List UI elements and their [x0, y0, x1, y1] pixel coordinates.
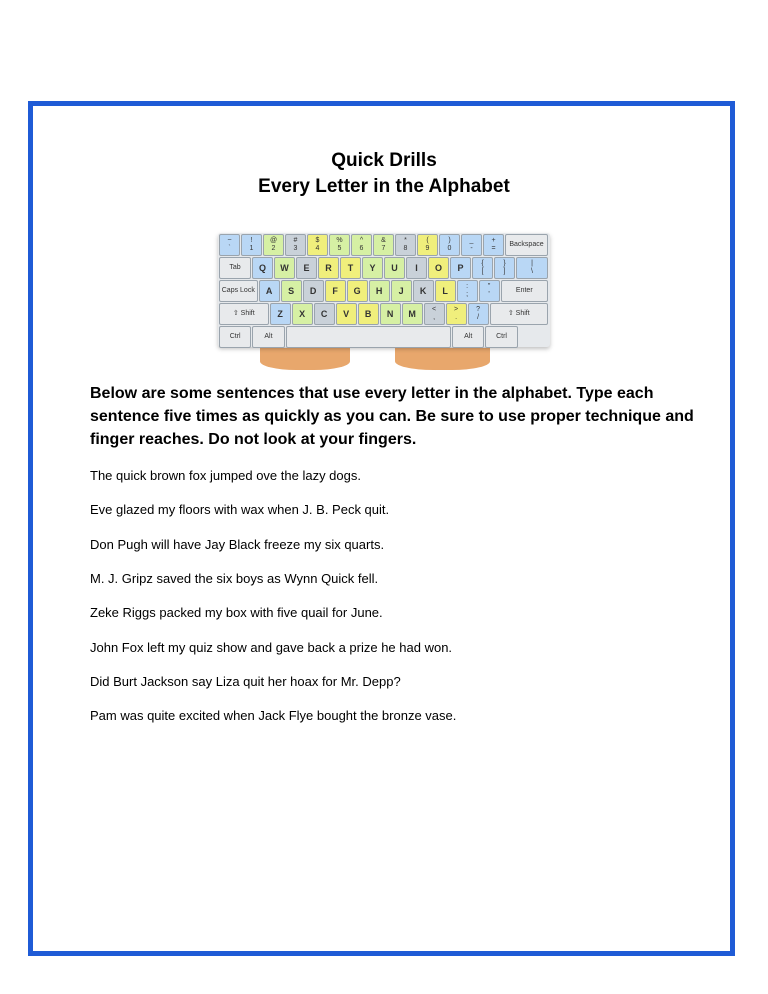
key-label: T	[347, 263, 354, 273]
key	[336, 303, 357, 325]
page-border	[28, 101, 735, 956]
key-label: *	[404, 237, 407, 244]
key-label: W	[280, 263, 289, 273]
left-hand-image	[260, 348, 350, 370]
key-label: :	[466, 283, 469, 290]
key	[219, 257, 251, 279]
key-label: K	[419, 286, 427, 296]
key	[450, 257, 471, 279]
right-hand-image	[395, 348, 490, 370]
key-label: Alt	[464, 333, 473, 340]
key	[446, 303, 467, 325]
key-label: M	[408, 309, 416, 319]
key	[494, 257, 515, 279]
key-label: V	[343, 309, 350, 319]
key	[252, 257, 273, 279]
key	[270, 303, 291, 325]
key-label: Ctrl	[229, 333, 241, 340]
key	[303, 280, 324, 302]
key	[505, 234, 548, 256]
drill-sentence: Don Pugh will have Jay Black freeze my six quarts.	[90, 536, 385, 552]
key	[384, 257, 405, 279]
key	[274, 257, 295, 279]
drill-sentence: Did Burt Jackson say Liza quit her hoax for Mr. Depp?	[90, 673, 401, 689]
keyboard-row	[219, 280, 549, 302]
key-label: @	[269, 237, 278, 244]
key-label: $	[315, 237, 320, 244]
key-label: ⇧ Shift	[232, 310, 255, 317]
key	[318, 257, 339, 279]
key-label-lower: 0	[447, 245, 452, 252]
key	[395, 234, 416, 256]
key	[219, 234, 240, 256]
key	[439, 234, 460, 256]
key-label-lower: 2	[271, 245, 276, 252]
drill-sentence: Eve glazed my floors with wax when J. B. Peck quit.	[90, 502, 390, 518]
key-label: #	[293, 237, 298, 244]
key	[373, 234, 394, 256]
key	[286, 326, 452, 348]
key-label-lower: /	[477, 314, 480, 321]
key	[263, 234, 284, 256]
key-label: H	[375, 286, 383, 296]
key-label: O	[434, 263, 442, 273]
key	[219, 303, 269, 325]
key	[428, 257, 449, 279]
key-label: %	[336, 237, 343, 244]
key-label: N	[386, 309, 394, 319]
key-label: (	[426, 237, 429, 244]
key	[219, 326, 251, 348]
key	[281, 280, 302, 302]
key-label: S	[288, 286, 295, 296]
key-label: A	[265, 286, 273, 296]
key-label-lower: 4	[315, 245, 320, 252]
key	[516, 257, 548, 279]
key	[483, 234, 504, 256]
key-label-lower: 9	[425, 245, 430, 252]
key	[285, 234, 306, 256]
key-label-lower: ,	[433, 314, 436, 321]
key	[241, 234, 262, 256]
keyboard-illustration	[218, 233, 550, 347]
key	[259, 280, 280, 302]
key-label-lower: -	[470, 245, 473, 252]
key-label: <	[432, 306, 437, 313]
key-label: >	[454, 306, 459, 313]
key-label: ~	[227, 237, 232, 244]
key-label: {	[481, 260, 484, 267]
drill-sentence: John Fox left my quiz show and gave back a prize he had won.	[90, 639, 453, 655]
key-label: ?	[476, 306, 481, 313]
key-label: C	[320, 309, 328, 319]
key-label: Tab	[229, 264, 241, 271]
key	[358, 303, 379, 325]
instructions: Below are some sentences that use every letter in the alphabet. Type each sentence five times as quickly as you can. Be sure to use proper technique and finger reaches. Do not look at your fingers.	[90, 385, 694, 448]
key-label: ^	[359, 237, 364, 244]
key-label-lower: =	[491, 245, 496, 252]
key-label: G	[353, 286, 361, 296]
key-label: E	[303, 263, 310, 273]
key-label-lower: 5	[337, 245, 342, 252]
key-label: Q	[258, 263, 266, 273]
key-label: |	[531, 260, 533, 267]
key	[490, 303, 548, 325]
drill-sentence: M. J. Gripz saved the six boys as Wynn Quick fell.	[90, 570, 379, 586]
key-label: )	[448, 237, 451, 244]
key-label-lower: 7	[381, 245, 386, 252]
drill-sentence: The quick brown fox jumped ove the lazy dogs.	[90, 468, 361, 483]
key-label: &	[381, 237, 386, 244]
key-label: L	[442, 286, 448, 296]
key-label: D	[309, 286, 317, 296]
key	[252, 326, 284, 348]
key-label-lower: 6	[359, 245, 364, 252]
key	[292, 303, 313, 325]
key-label: _	[469, 237, 474, 244]
key	[380, 303, 401, 325]
key-label: B	[364, 309, 372, 319]
key-label-lower: 3	[293, 245, 298, 252]
key	[351, 234, 372, 256]
key	[296, 257, 317, 279]
key	[314, 303, 335, 325]
key	[325, 280, 346, 302]
key	[472, 257, 493, 279]
key-label: Z	[277, 309, 283, 319]
key	[391, 280, 412, 302]
key-label-lower: [	[481, 268, 484, 275]
key-label: !	[250, 237, 253, 244]
key-label: Backspace	[509, 241, 544, 248]
key	[413, 280, 434, 302]
key	[435, 280, 456, 302]
title-line-2: Every Letter in the Alphabet	[258, 176, 510, 197]
key	[362, 257, 383, 279]
key	[347, 280, 368, 302]
key-label: Caps Lock	[221, 287, 255, 294]
key-label: Alt	[264, 333, 273, 340]
key-label: Ctrl	[496, 333, 507, 340]
key	[479, 280, 500, 302]
drill-sentence: Zeke Riggs packed my box with five quail for June.	[90, 605, 383, 621]
key	[307, 234, 328, 256]
key	[485, 326, 517, 348]
keyboard-row	[219, 326, 549, 348]
key-label-lower: \	[531, 268, 533, 275]
keyboard-row	[219, 303, 549, 325]
key-label: U	[391, 263, 398, 273]
key	[369, 280, 390, 302]
key	[417, 234, 438, 256]
key-label: R	[325, 263, 332, 273]
key	[468, 303, 489, 325]
keyboard-row	[219, 234, 549, 256]
key-label: "	[487, 283, 491, 290]
key	[457, 280, 478, 302]
key-label-lower: `	[228, 245, 231, 252]
key-label: J	[398, 286, 404, 296]
key	[461, 234, 482, 256]
key	[424, 303, 445, 325]
key	[340, 257, 361, 279]
key-label: Enter	[515, 287, 533, 294]
key	[406, 257, 427, 279]
page-title	[0, 148, 768, 200]
key-label-lower: '	[488, 291, 490, 298]
drill-sentence: Pam was quite excited when Jack Flye bought the bronze vase.	[90, 708, 457, 724]
key-label-lower: ;	[466, 291, 469, 298]
key-label: +	[491, 237, 496, 244]
key-label: Y	[369, 263, 376, 273]
key	[402, 303, 423, 325]
key-label: F	[332, 286, 338, 296]
key	[219, 280, 258, 302]
key	[329, 234, 350, 256]
key-label-lower: 8	[403, 245, 408, 252]
keyboard-row	[219, 257, 549, 279]
key	[452, 326, 484, 348]
key-label-lower: ]	[503, 268, 506, 275]
key-label: P	[457, 263, 464, 273]
key-label-lower: 1	[249, 245, 254, 252]
key-label: X	[299, 309, 306, 319]
key-label: I	[415, 263, 418, 273]
key-label: }	[503, 260, 506, 267]
title-line-1: Quick Drills	[331, 150, 437, 171]
key-label: ⇧ Shift	[507, 310, 530, 317]
key	[501, 280, 548, 302]
key-label-lower: .	[455, 314, 458, 321]
